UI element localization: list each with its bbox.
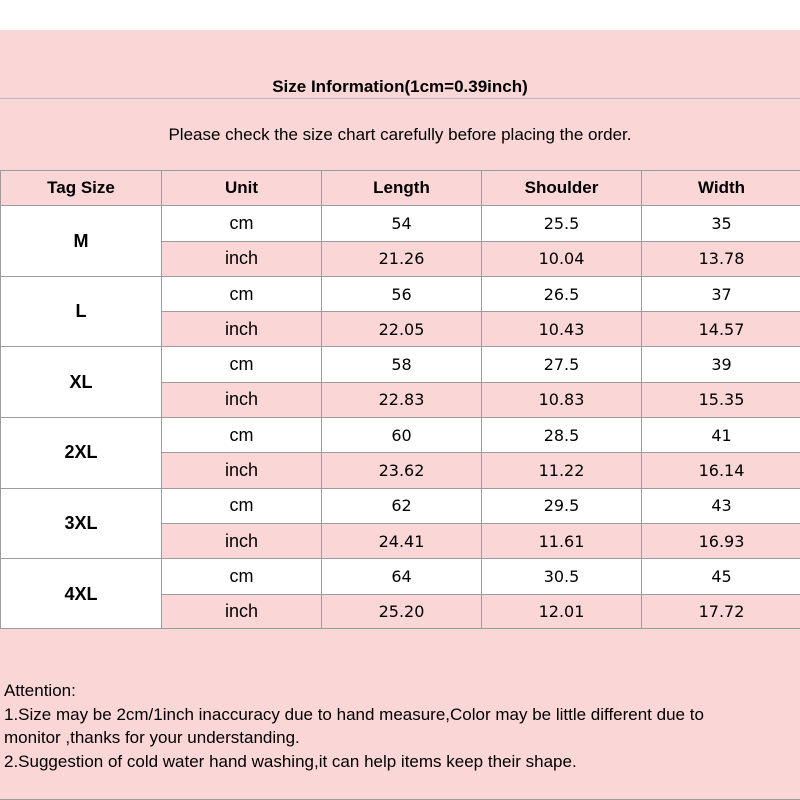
- width-cell: 37: [642, 276, 800, 311]
- tag-size-cell: L: [1, 276, 162, 347]
- tag-size-cell: 2XL: [1, 418, 162, 489]
- width-cell: 15.35: [642, 382, 800, 417]
- shoulder-cell: 29.5: [482, 488, 642, 523]
- tag-size-cell: 4XL: [1, 559, 162, 630]
- length-cell: 64: [322, 559, 482, 594]
- length-cell: 54: [322, 206, 482, 241]
- unit-cell: cm: [162, 347, 322, 382]
- unit-cell: inch: [162, 594, 322, 629]
- shoulder-cell: 10.43: [482, 312, 642, 347]
- header-length: Length: [322, 171, 482, 206]
- shoulder-cell: 12.01: [482, 594, 642, 629]
- unit-cell: cm: [162, 276, 322, 311]
- unit-cell: cm: [162, 206, 322, 241]
- table-row: [1, 559, 800, 594]
- shoulder-cell: 27.5: [482, 347, 642, 382]
- width-cell: 13.78: [642, 241, 800, 276]
- unit-cell: cm: [162, 488, 322, 523]
- title-row: [0, 30, 800, 98]
- width-cell: 41: [642, 418, 800, 453]
- table-row: [1, 276, 800, 311]
- length-cell: 58: [322, 347, 482, 382]
- tag-size-cell: XL: [1, 347, 162, 418]
- table-row: [1, 418, 800, 453]
- size-chart-title: Size Information(1cm=0.39inch): [272, 77, 528, 96]
- shoulder-cell: 25.5: [482, 206, 642, 241]
- length-cell: 23.62: [322, 453, 482, 488]
- width-cell: 16.93: [642, 523, 800, 558]
- unit-cell: inch: [162, 523, 322, 558]
- width-cell: 35: [642, 206, 800, 241]
- header-shoulder: Shoulder: [482, 171, 642, 206]
- table-body: [1, 206, 800, 630]
- unit-cell: cm: [162, 418, 322, 453]
- tag-size-cell: M: [1, 206, 162, 277]
- length-cell: 24.41: [322, 523, 482, 558]
- table-header-row: [1, 171, 800, 206]
- length-cell: 22.05: [322, 312, 482, 347]
- shoulder-cell: 10.04: [482, 241, 642, 276]
- width-cell: 45: [642, 559, 800, 594]
- length-cell: 60: [322, 418, 482, 453]
- attention-notes: [0, 628, 800, 800]
- width-cell: 17.72: [642, 594, 800, 629]
- size-chart-subtitle: Please check the size chart carefully before placing the order.: [168, 124, 632, 144]
- tag-size-cell: 3XL: [1, 488, 162, 559]
- length-cell: 21.26: [322, 241, 482, 276]
- shoulder-cell: 11.22: [482, 453, 642, 488]
- table-row: [1, 347, 800, 382]
- length-cell: 56: [322, 276, 482, 311]
- shoulder-cell: 28.5: [482, 418, 642, 453]
- notes-line-2: monitor ,thanks for your understanding.: [4, 728, 300, 747]
- notes-heading: Attention:: [4, 681, 76, 700]
- unit-cell: inch: [162, 241, 322, 276]
- header-tag-size: Tag Size: [1, 171, 162, 206]
- shoulder-cell: 26.5: [482, 276, 642, 311]
- width-cell: 39: [642, 347, 800, 382]
- size-table: [0, 170, 800, 630]
- shoulder-cell: 11.61: [482, 523, 642, 558]
- shoulder-cell: 30.5: [482, 559, 642, 594]
- length-cell: 25.20: [322, 594, 482, 629]
- width-cell: 43: [642, 488, 800, 523]
- header-width: Width: [642, 171, 800, 206]
- shoulder-cell: 10.83: [482, 382, 642, 417]
- unit-cell: inch: [162, 382, 322, 417]
- table-row: [1, 206, 800, 241]
- table-row: [1, 488, 800, 523]
- length-cell: 62: [322, 488, 482, 523]
- notes-line-1: 1.Size may be 2cm/1inch inaccuracy due to hand measure,Color may be little different due to: [4, 704, 704, 724]
- width-cell: 14.57: [642, 312, 800, 347]
- unit-cell: inch: [162, 312, 322, 347]
- length-cell: 22.83: [322, 382, 482, 417]
- subtitle-row: [0, 98, 800, 170]
- width-cell: 16.14: [642, 453, 800, 488]
- unit-cell: cm: [162, 559, 322, 594]
- header-unit: Unit: [162, 171, 322, 206]
- unit-cell: inch: [162, 453, 322, 488]
- notes-line-3: 2.Suggestion of cold water hand washing,it can help items keep their shape.: [4, 751, 577, 771]
